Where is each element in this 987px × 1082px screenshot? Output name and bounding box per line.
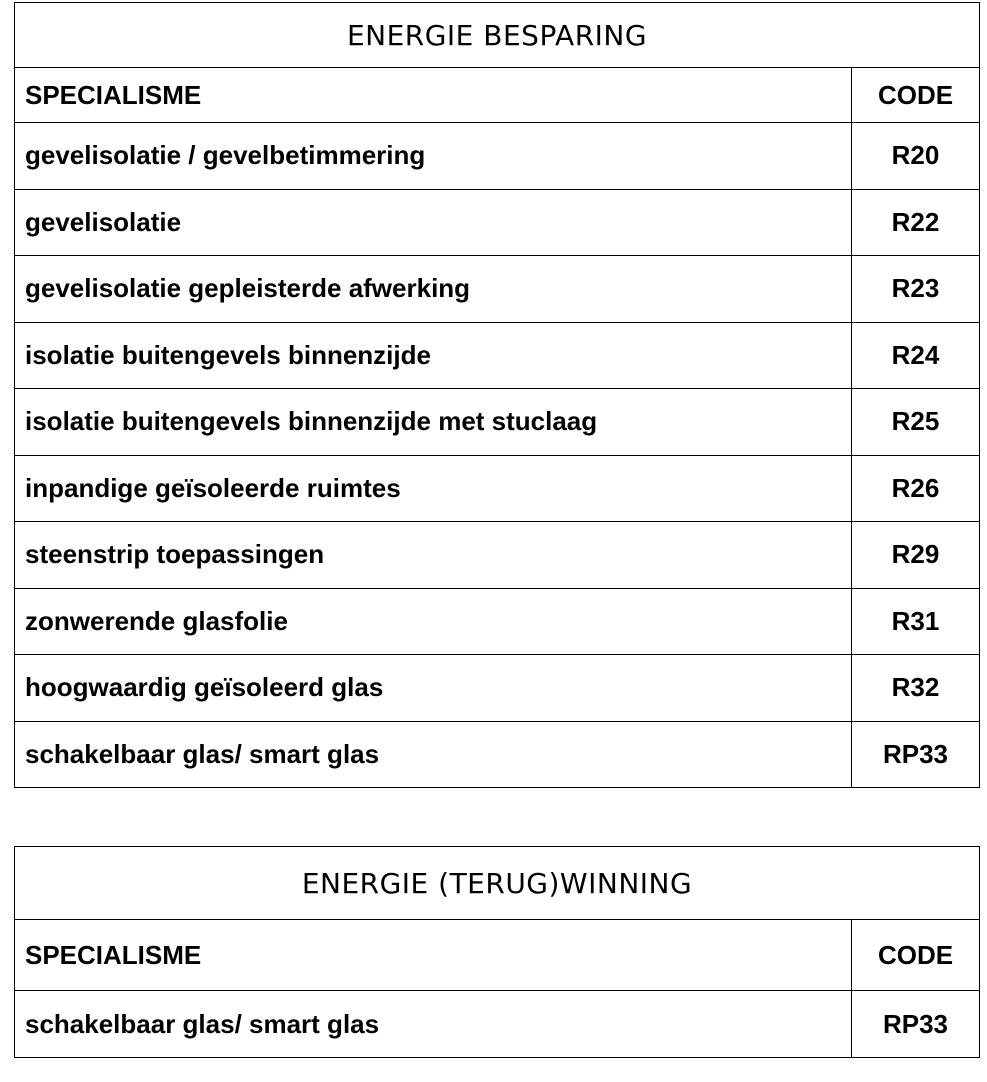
specialisme-cell: gevelisolatie gepleisterde afwerking xyxy=(15,256,852,322)
code-cell: R26 xyxy=(891,472,940,503)
code-cell: RP33 xyxy=(882,738,949,769)
column-header-code: CODE xyxy=(877,939,954,970)
code-cell: R24 xyxy=(891,339,940,370)
table-row xyxy=(15,722,979,789)
table-row xyxy=(15,456,979,523)
table-row xyxy=(15,589,979,656)
code-cell: R23 xyxy=(891,273,940,304)
table-row xyxy=(15,991,979,1058)
column-header-specialisme: SPECIALISME xyxy=(15,920,852,990)
code-cell: R31 xyxy=(891,605,940,636)
code-cell: R25 xyxy=(891,406,940,437)
table-row xyxy=(15,522,979,589)
table-header-row xyxy=(15,68,979,123)
table-header-row xyxy=(15,920,979,991)
code-cell: RP33 xyxy=(882,1008,949,1039)
specialisme-cell: zonwerende glasfolie xyxy=(15,589,852,655)
specialisme-cell: gevelisolatie / gevelbetimmering xyxy=(15,123,852,189)
specialisme-cell: schakelbaar glas/ smart glas xyxy=(15,991,852,1057)
column-header-code: CODE xyxy=(877,79,954,110)
specialisme-cell: hoogwaardig geïsoleerd glas xyxy=(15,655,852,721)
energie-besparing-table xyxy=(14,2,980,788)
code-cell: R32 xyxy=(891,672,940,703)
specialisme-cell: isolatie buitengevels binnenzijde xyxy=(15,323,852,389)
specialisme-cell: schakelbaar glas/ smart glas xyxy=(15,722,852,788)
table-row xyxy=(15,323,979,390)
code-cell: R20 xyxy=(891,140,940,171)
code-cell: R22 xyxy=(891,206,940,237)
specialisme-cell: steenstrip toepassingen xyxy=(15,522,852,588)
energie-terugwinning-table xyxy=(14,846,980,1058)
table-row xyxy=(15,389,979,456)
column-header-specialisme: SPECIALISME xyxy=(15,68,852,122)
code-cell: R29 xyxy=(891,539,940,570)
specialisme-cell: inpandige geïsoleerde ruimtes xyxy=(15,456,852,522)
table-row xyxy=(15,123,979,190)
specialisme-cell: gevelisolatie xyxy=(15,190,852,256)
table-row xyxy=(15,256,979,323)
table-row xyxy=(15,190,979,257)
table-title: ENERGIE (TERUG)WINNING xyxy=(15,847,979,920)
table-title: ENERGIE BESPARING xyxy=(15,3,979,68)
table-row xyxy=(15,655,979,722)
specialisme-cell: isolatie buitengevels binnenzijde met stuclaag xyxy=(15,389,852,455)
